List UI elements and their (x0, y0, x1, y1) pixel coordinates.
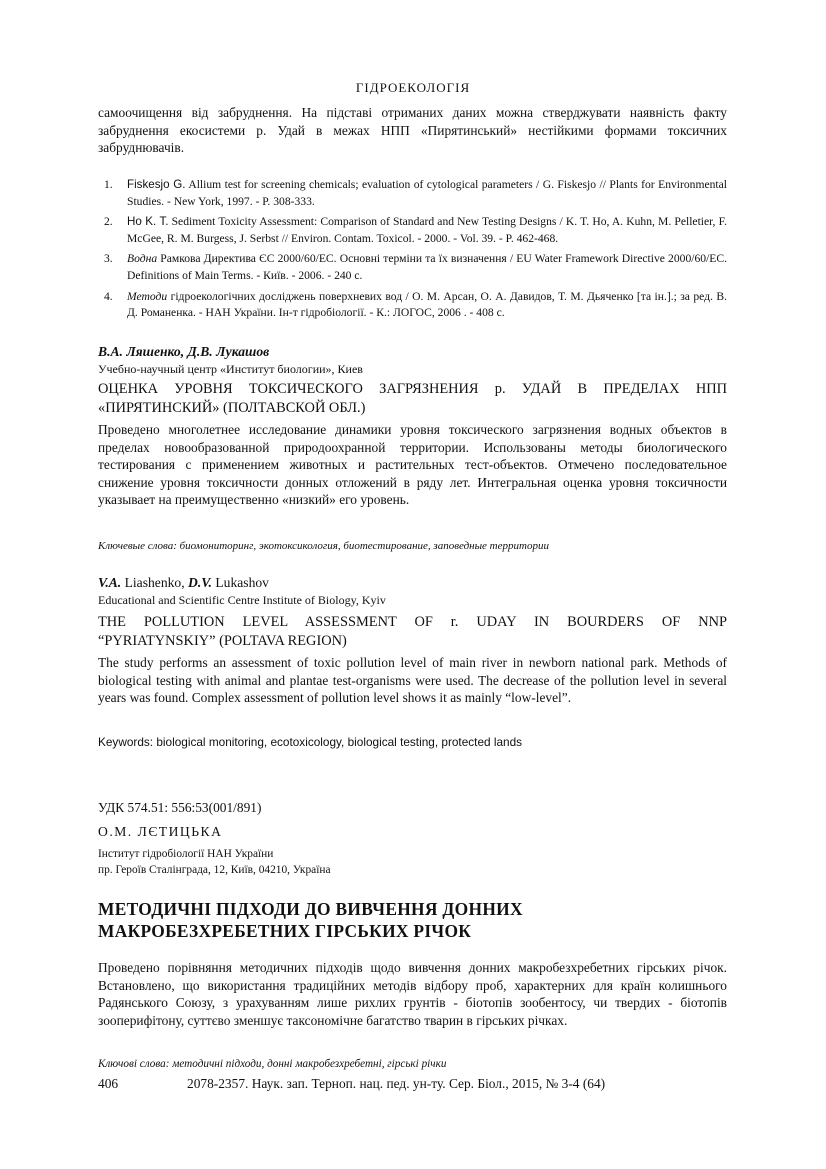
en-affiliation: Educational and Scientific Centre Institute of Biology, Kyiv (98, 593, 386, 607)
ru-article-title (98, 380, 727, 418)
reference-number: 2. (104, 215, 113, 229)
ua-author: О.М. ЛЄТИЦЬКА (98, 824, 223, 839)
ua-title-line: МАКРОБЕЗХРЕБЕТНИХ ГІРСЬКИХ РІЧОК (98, 921, 472, 941)
en-author-initials: D.V. (188, 575, 212, 590)
en-article-title (98, 613, 727, 651)
reference-lead: Fiskesjo G. (127, 178, 186, 191)
ua-affiliation (98, 846, 331, 878)
en-title-line: THE POLLUTION LEVEL ASSESSMENT OF r. UDAY IN BOURDERS OF NNP (98, 614, 727, 630)
reference-list (98, 177, 727, 326)
ua-affiliation-line: Інститут гідробіології НАН України (98, 848, 274, 860)
ua-affiliation-line: пр. Героїв Сталінграда, 12, Київ, 04210, Україна (98, 864, 331, 876)
reference-lead: Методи (127, 289, 168, 303)
reference-lead: Ho K. T. (127, 215, 169, 229)
ru-title-line: «ПИРЯТИНСКИЙ» (ПОЛТАВСКОЙ ОБЛ.) (98, 400, 366, 416)
ua-title-line: МЕТОДИЧНІ ПІДХОДИ ДО ВИВЧЕННЯ ДОННИХ (98, 899, 523, 919)
reference-number: 1. (104, 178, 113, 191)
ua-keywords: Ключові слова: методичні підходи, донні макробезхребетні, гірські річки (98, 1058, 447, 1070)
ua-article-title (98, 898, 727, 942)
ru-authors: В.А. Ляшенко, Д.В. Лукашов (98, 344, 270, 359)
intro-paragraph: самоочищення від забруднення. На підставі отриманих даних можна стверджувати наявність факту забруднення екосистеми р. Удай в межах НПП «Пирятинський» нестійкими формами токсичних забруднювачів. (98, 105, 727, 155)
running-head: ГІДРОЕКОЛОГІЯ (355, 80, 471, 95)
footer-citation: 2078-2357. Наук. зап. Терноп. нац. пед. ун-ту. Сер. Біол., 2015, № 3-4 (64) (187, 1076, 606, 1091)
ru-affiliation: Учебно-научный центр «Институт биологии», Киев (98, 362, 363, 376)
reference-number: 3. (104, 252, 113, 266)
ua-abstract: Проведено порівняння методичних підходів щодо вивчення донних макробезхребетних гірських річок. Встановлено, що використання традиційних методів відбору проб, характерних для країн колишнього Радянського Союзу, з урахуванням лише рихлих грунтів - біотопів зообентосу, чи твердих - біотопів зооперифітону, суттєво зменшує таксономічне багатство тварин в гірських річках. (98, 960, 727, 1028)
page-number: 406 (98, 1076, 119, 1091)
reference-item (98, 177, 727, 210)
en-title-line: “PYRIATYNSKIY” (POLTAVA REGION) (98, 633, 347, 649)
reference-text: Sediment Toxicity Assessment: Comparison of Standard and New Testing Designs / K. T. Ho, A. Kuhn, M. Pelletier, F. McGee, R. M. Burgess, J. Serbst // Environ. Contam. Toxicol. - 2000. - Vol. 39. - P. 462-468. (127, 215, 727, 245)
ru-title-line: ОЦЕНКА УРОВНЯ ТОКСИЧЕСКОГО ЗАГРЯЗНЕНИЯ р. УДАЙ В ПРЕДЕЛАХ НПП (98, 381, 727, 397)
reference-text: гідроекологічних досліджень поверхневих вод / О. М. Арсан, О. А. Давидов, Т. М. Дьяченко [та ін.].; за ред. В. Д. Романенка. - НАН України. Ін-т гідробіології. - К.: ЛОГОС, 2006 . - 408 с. (127, 289, 727, 320)
en-abstract: The study performs an assessment of toxic pollution level of main river in newborn national park. Methods of biological testing with animal and plantae test-organisms were used. The decrease of the pollution level in several years was found. Complex assessment of pollution level shows it as mainly “low-level”. (98, 655, 727, 706)
ru-abstract: Проведено многолетнее исследование динамики уровня токсического загрязнения водных объектов в пределах новообразованной природоохранной территории. Использованы методы биологического тестирования с применением животных и растительных тест-объектов. Отмечено последовательное снижение уровня токсичности донных отложений в ряду лет. Интегральная оценка уровня токсичности указывает на преимущественно «низкий» его уровень. (98, 422, 727, 508)
reference-number: 4. (104, 289, 113, 303)
en-author-initials: V.A. (98, 575, 122, 590)
en-keywords: Keywords: biological monitoring, ecotoxicology, biological testing, protected lands (98, 735, 523, 749)
reference-item (98, 289, 727, 322)
en-authors (98, 575, 269, 591)
reference-text: Рамкова Директива ЄС 2000/60/ЕС. Основні терміни та їх визначення / EU Water Framework Directive 2000/60/EC. Definitions of Main Terms. - Київ. - 2006. - 240 с. (127, 252, 727, 282)
reference-lead: Водна (127, 252, 158, 266)
reference-text: Allium test for screening chemicals; evaluation of cytological parameters / G. Fiskesjo // Plants for Environmental Studies. - New York, 1997. - P. 308-333. (127, 178, 728, 208)
en-author-surname: Lukashov (211, 575, 269, 590)
reference-item (98, 214, 727, 247)
en-author-surname: Liashenko, (121, 575, 189, 590)
udk-code: УДК 574.51: 556:53(001/891) (98, 800, 262, 815)
ru-keywords: Ключевые слова: биомониторинг, экотоксикология, биотестирование, заповедные территории (98, 540, 549, 552)
reference-item (98, 251, 727, 284)
